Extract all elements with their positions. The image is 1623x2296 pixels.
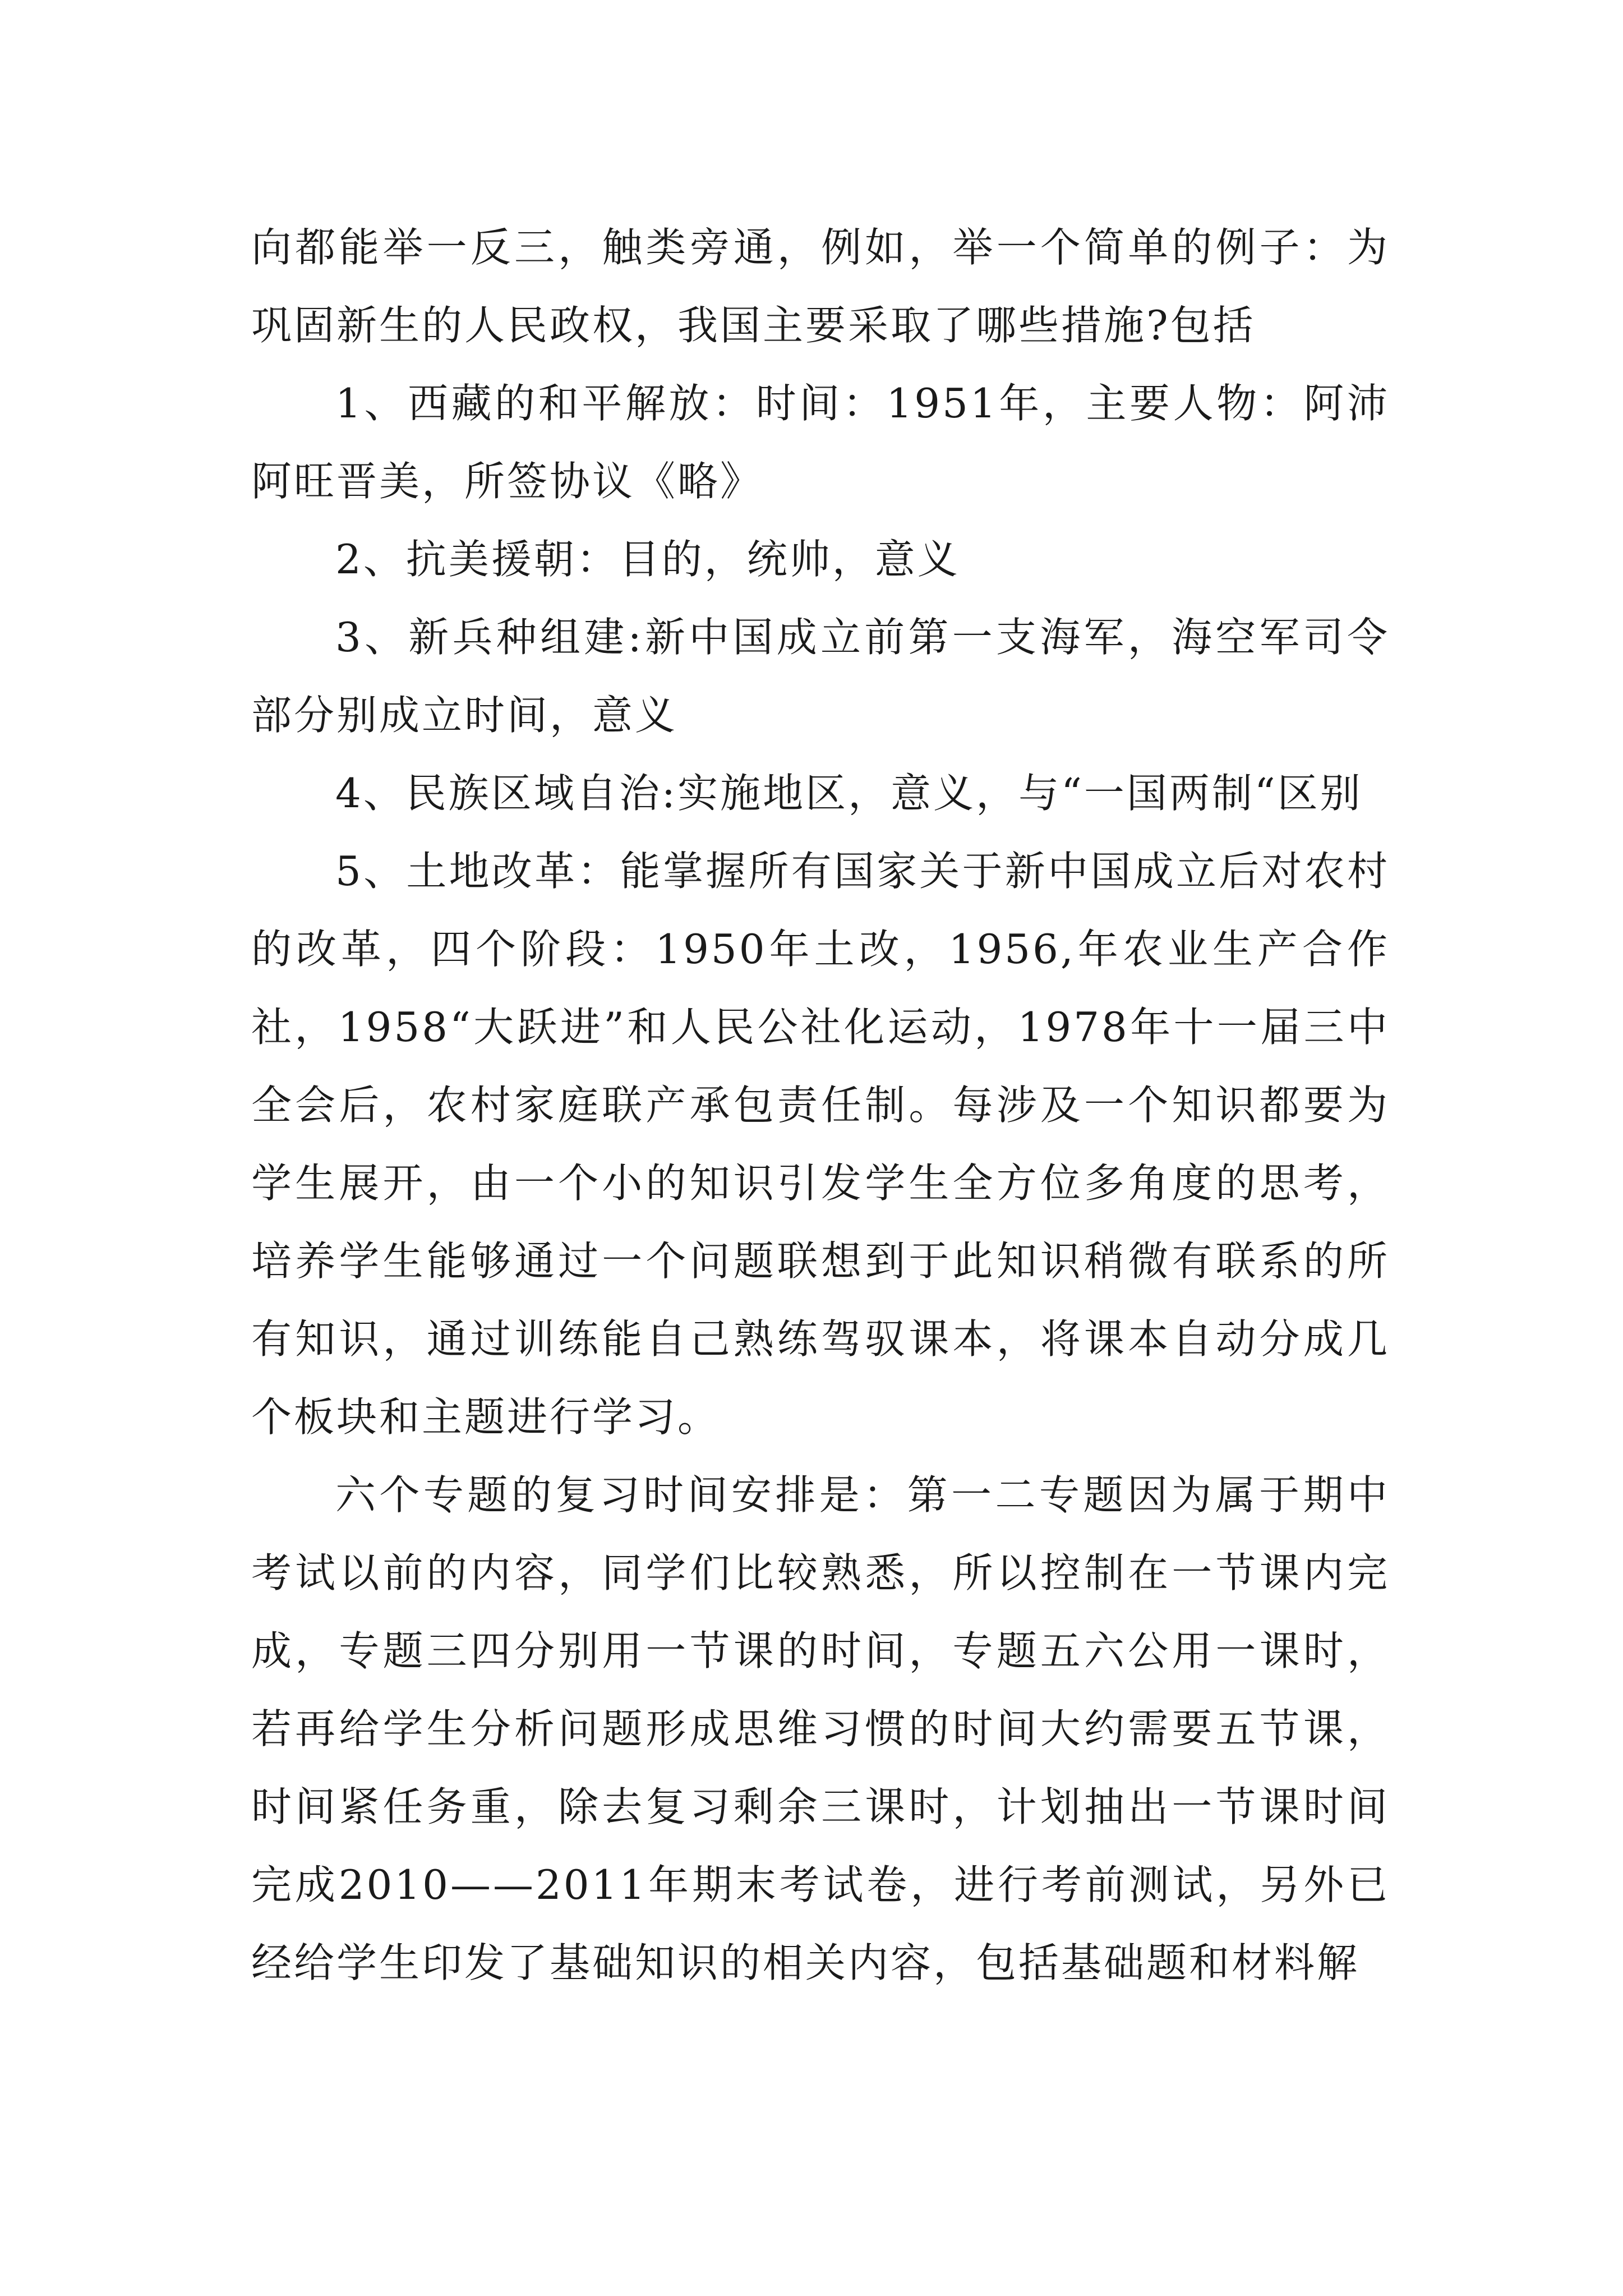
paragraph-item-3: 3、新兵种组建:新中国成立前第一支海军，海空军司令部分别成立时间，意义 — [251, 614, 1390, 739]
paragraph-item-2: 2、抗美援朝：目的，统帅，意义 — [335, 536, 960, 583]
paragraph-schedule: 六个专题的复习时间安排是：第一二专题因为属于期中考试以前的内容，同学们比较熟悉，所以控制在一节课内完成，专题三四分别用一节课的时间，专题五六公用一课时，若再给学生分析问题形成思维习惯的时间大约需要五节课，时间紧任务重，除去复习剩余三课时，计划抽出一节课时间完成2010——2011年期末考试卷，进行考前测试，另外已经给学生印发了基础知识的相关内容，包括基础题和材料解 — [251, 1471, 1390, 1986]
paragraph-item-1: 1、西藏的和平解放：时间：1951年，主要人物：阿沛阿旺晋美，所签协议《略》 — [251, 380, 1390, 505]
paragraph-item-5: 5、土地改革：能掌握所有国家关于新中国成立后对农村的改革，四个阶段：1950年土改，1956,年农业生产合作社，1958“大跃进”和人民公社化运动，1978年十一届三中全会后，农村家庭联产承包责任制。每涉及一个知识都要为学生展开，由一个小的知识引发学生全方位多角度的思考，培养学生能够通过一个问题联想到于此知识稍微有联系的所有知识，通过训练能自己熟练驾驭课本，将课本自动分成几个板块和主题进行学习。 — [251, 848, 1390, 1441]
document-body — [251, 209, 1390, 2002]
paragraph-intro: 向都能举一反三，触类旁通，例如，举一个简单的例子：为巩固新生的人民政权，我国主要采取了哪些措施?包括 — [251, 224, 1390, 349]
paragraph-item-4: 4、民族区域自治:实施地区，意义，与“一国两制“区别 — [335, 770, 1363, 817]
